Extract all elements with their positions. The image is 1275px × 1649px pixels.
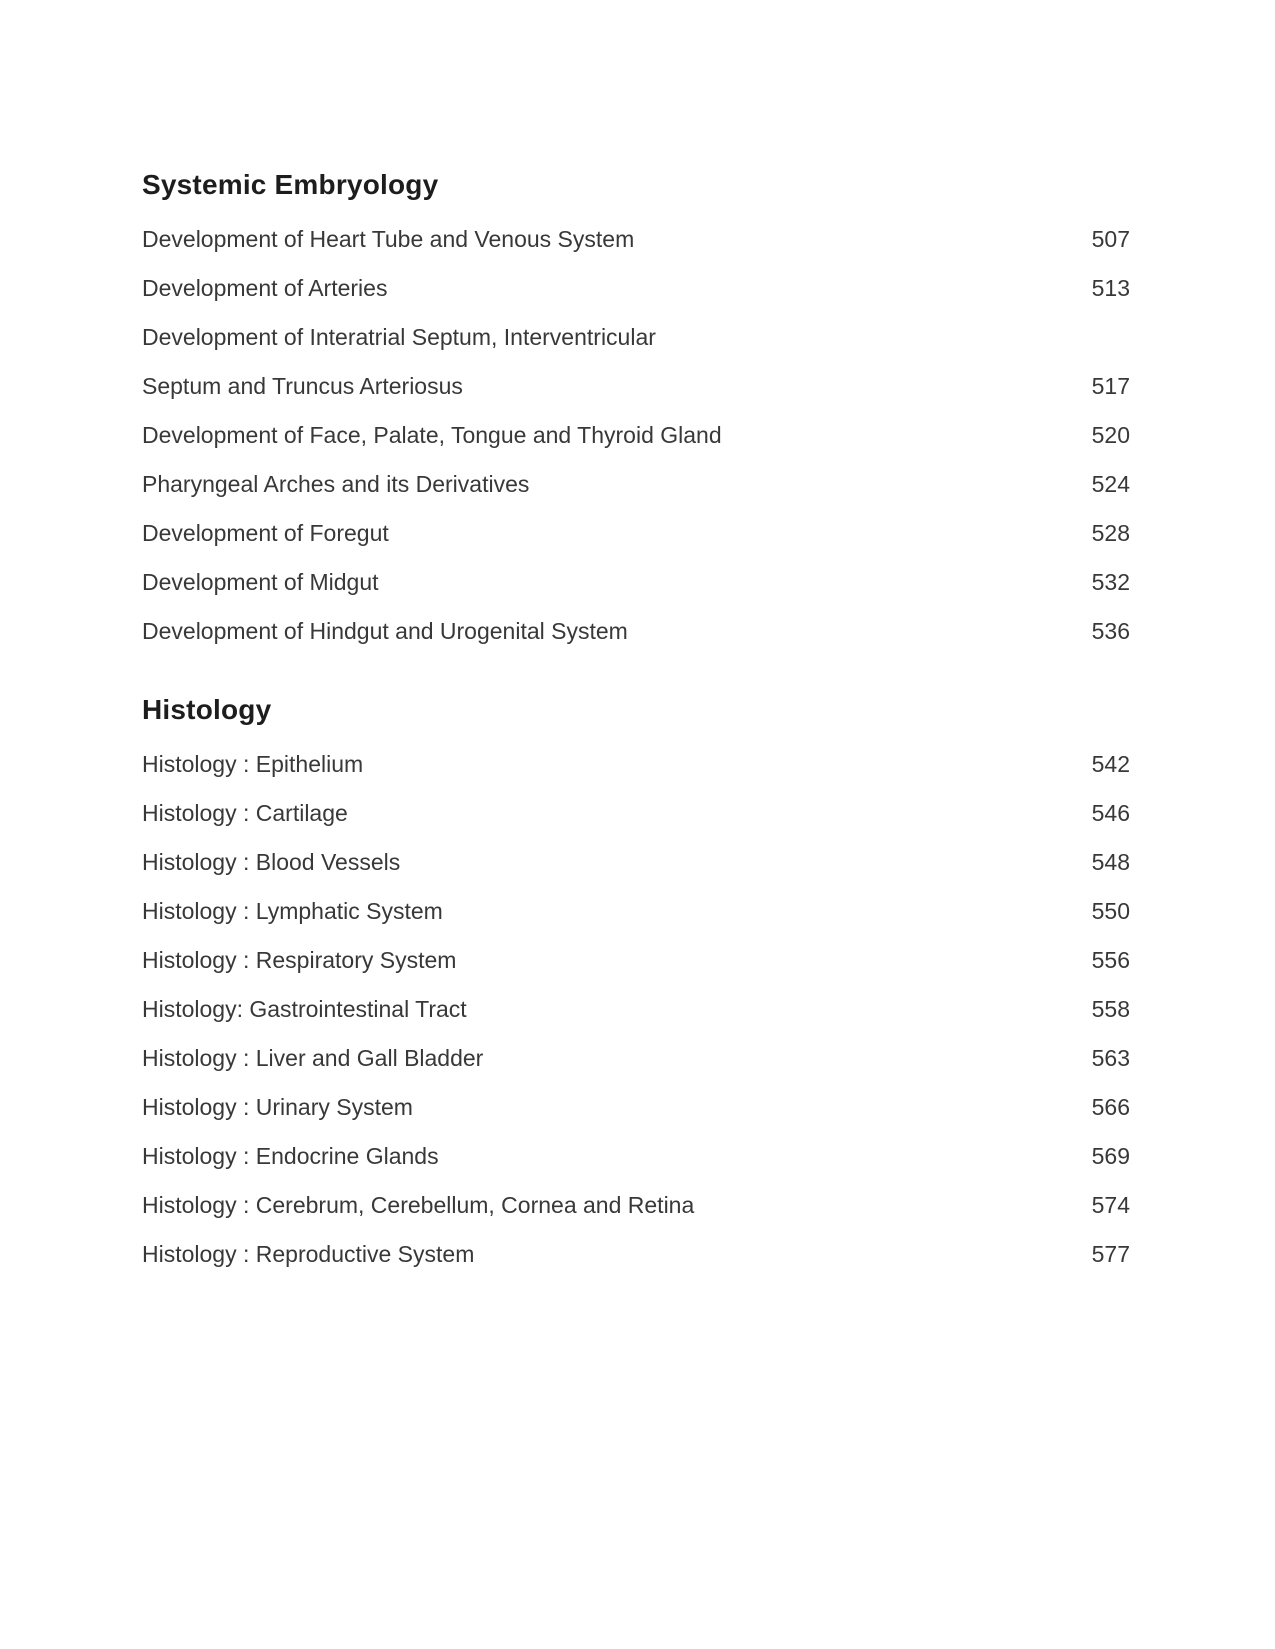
toc-entry	[142, 264, 1130, 313]
entry-page-number: 546	[1091, 800, 1130, 826]
toc-entry	[142, 1181, 1130, 1230]
entry-title: Histology : Liver and Gall Bladder	[142, 1045, 484, 1071]
entry-page-number: 532	[1091, 569, 1130, 595]
entry-title: Development of Hindgut and Urogenital System	[142, 618, 628, 644]
entry-title: Histology: Gastrointestinal Tract	[142, 996, 467, 1022]
entry-title: Histology : Cartilage	[142, 800, 348, 826]
toc-entry	[142, 1230, 1130, 1279]
entry-title: Histology : Lymphatic System	[142, 898, 443, 924]
entry-page-number: 569	[1091, 1143, 1130, 1169]
toc-content	[142, 168, 1130, 1279]
entry-title: Histology : Cerebrum, Cerebellum, Cornea and Retina	[142, 1192, 695, 1218]
entry-page-number: 558	[1091, 996, 1130, 1022]
toc-entry	[142, 1034, 1130, 1083]
toc-entry	[142, 509, 1130, 558]
entry-page-number: 528	[1091, 520, 1130, 546]
toc-entry	[142, 362, 1130, 411]
entry-page-number: 550	[1091, 898, 1130, 924]
entry-title: Pharyngeal Arches and its Derivatives	[142, 471, 530, 497]
section-heading-systemic-embryology: Systemic Embryology	[142, 169, 439, 200]
entry-page-number: 556	[1091, 947, 1130, 973]
entry-page-number: 513	[1091, 275, 1130, 301]
entry-page-number: 536	[1091, 618, 1130, 644]
entry-title: Development of Foregut	[142, 520, 389, 546]
entry-title: Septum and Truncus Arteriosus	[142, 373, 463, 399]
entry-page-number: 517	[1091, 373, 1130, 399]
entry-title: Development of Interatrial Septum, Interventricular	[142, 324, 656, 350]
entry-page-number: 548	[1091, 849, 1130, 875]
toc-entry	[142, 936, 1130, 985]
entry-title: Histology : Epithelium	[142, 751, 364, 777]
toc-entry	[142, 607, 1130, 656]
toc-entry	[142, 887, 1130, 936]
entry-title: Development of Heart Tube and Venous System	[142, 226, 635, 252]
entry-title: Histology : Reproductive System	[142, 1241, 475, 1267]
toc-entry	[142, 740, 1130, 789]
entry-page-number: 577	[1091, 1241, 1130, 1267]
entry-page-number: 563	[1091, 1045, 1130, 1071]
section-histology	[142, 693, 1130, 1279]
toc-entry	[142, 789, 1130, 838]
toc-entry	[142, 558, 1130, 607]
toc-entry	[142, 411, 1130, 460]
toc-entry	[142, 460, 1130, 509]
toc-entry	[142, 313, 1130, 362]
toc-entry	[142, 1083, 1130, 1132]
toc-entry	[142, 215, 1130, 264]
entry-page-number: 507	[1091, 226, 1130, 252]
entry-page-number: 574	[1091, 1192, 1130, 1218]
entry-title: Histology : Endocrine Glands	[142, 1143, 439, 1169]
entry-title: Histology : Respiratory System	[142, 947, 457, 973]
toc-entry	[142, 1132, 1130, 1181]
entry-title: Histology : Urinary System	[142, 1094, 413, 1120]
entry-title: Development of Arteries	[142, 275, 388, 301]
entry-page-number: 566	[1091, 1094, 1130, 1120]
toc-entry	[142, 985, 1130, 1034]
section-heading-histology: Histology	[142, 694, 272, 725]
entry-title: Development of Midgut	[142, 569, 379, 595]
section-entries	[142, 215, 1130, 656]
entry-page-number: 520	[1091, 422, 1130, 448]
section-systemic-embryology	[142, 168, 1130, 656]
entry-title: Histology : Blood Vessels	[142, 849, 401, 875]
section-entries	[142, 740, 1130, 1279]
entry-page-number: 542	[1091, 751, 1130, 777]
entry-title: Development of Face, Palate, Tongue and Thyroid Gland	[142, 422, 722, 448]
entry-page-number: 524	[1091, 471, 1130, 497]
toc-entry	[142, 838, 1130, 887]
